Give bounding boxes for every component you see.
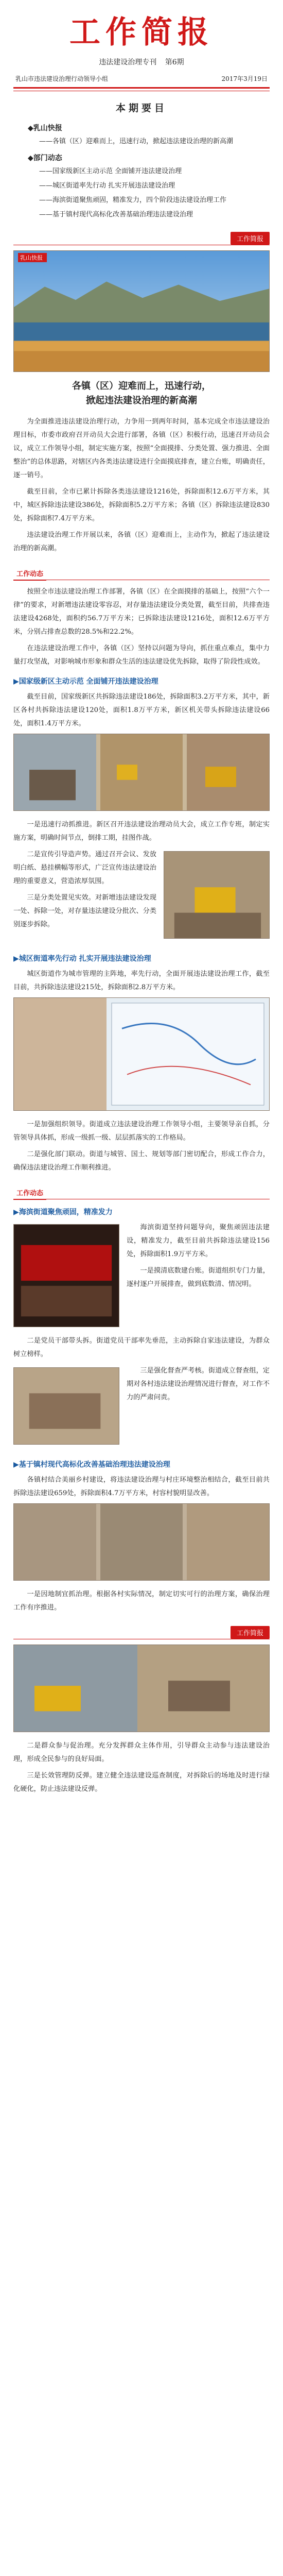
toc-item[interactable]: ——城区街道率先行动 扎实开展违法建设治理: [39, 182, 175, 190]
toc-item[interactable]: ——基于镇村现代高标化改善基础治理违法建设治理: [39, 211, 193, 218]
paragraph: 二是党员干部带头拆。街道党员干部率先垂范，主动拆除自家违法建设，为群众树立榜样。: [13, 1337, 270, 1358]
tab-work-news: 工作简报: [231, 232, 270, 245]
section-tab-work-news: [13, 232, 270, 245]
tab-work-news: 工作简报: [231, 1626, 270, 1639]
paragraph: 截至目前，全市已累计拆除各类违法建设1216处，拆除面积12.6万平方米，其中，城区拆除违法建设386处，拆除面积5.2万平方米；各镇（区）拆除违法建设830处，拆除面积7.4万平方米。: [13, 488, 270, 522]
article5-row-2: [13, 1364, 270, 1452]
headline-line-1: 各镇（区）迎难而上，迅速行动，: [72, 381, 211, 392]
photo-excavator: [164, 851, 270, 939]
article5-subhead: ▶海滨街道聚焦顽固，精准发力: [13, 1208, 113, 1216]
paragraph: 在违法建设治理工作中，各镇（区）坚持以问题为导向，抓住重点难点，集中力量打攻坚战，对影响城市形象和群众生活的违法建设优先拆除，取得了阶段性成效。: [13, 645, 270, 666]
paragraph: 各镇村结合美丽乡村建设，将违法建设治理与村庄环境整治相结合，截至目前共拆除违法建设659处，拆除面积4.7万平方米，村容村貌明显改善。: [13, 1476, 270, 1497]
paragraph: 按照全市违法建设治理工作部署，各镇（区）在全面摸排的基础上，按照“六个一律”的要求，对新增违法建设零容忍，对存量违法建设分类处置，截至目前，共排查违法建设4268处，面积约56.7万平方米；已拆除违法建设1216处，面积12.6万平方米，分别占排查总数的28.5%和22.2%。: [13, 588, 270, 636]
toc: [13, 123, 270, 221]
photo-demolished-house: [13, 1367, 119, 1445]
paragraph: 截至目前，国家级新区共拆除违法建设186处，拆除面积3.2万平方米，其中，新区各村共拆除违法建设120处，面积1.8万平方米，新区机关带头拆除违法建设66处，面积1.4万平方米。: [13, 693, 270, 727]
paragraph: 三是强化督查严考核。街道成立督查组，定期对各村违法建设治理情况进行督查，对工作不力的严肃问责。: [127, 1367, 270, 1401]
paragraph: 二是群众参与促治理。充分发挥群众主体作用，引导群众主动参与违法建设治理，形成全民参与的良好局面。: [13, 1742, 270, 1763]
paragraph: 一是迅速行动抓推进。新区召开违法建设治理动员大会，成立工作专班，制定实施方案，明确时间节点，倒排工期，挂图作战。: [13, 821, 270, 842]
photo-map-meeting: [13, 997, 270, 1111]
issue-line: [13, 57, 270, 67]
paragraph: 二是宣传引导造声势。通过召开会议、发放明白纸、悬挂横幅等形式，广泛宣传违法建设治理的重要意义，营造浓厚氛围。: [13, 851, 156, 885]
toc-item[interactable]: ——各镇（区）迎难而上，迅速行动，掀起违法建设治理的新高潮: [39, 138, 234, 145]
bulletin-title: 工作简报: [69, 14, 214, 50]
tab-work-trends: 工作动态: [13, 567, 46, 581]
photo-tab-label: 乳山快报: [20, 254, 43, 261]
toc-item[interactable]: ——国家级新区主动示范 全面铺开违法建设治理: [39, 167, 182, 175]
photo-landscape: [13, 250, 270, 372]
paragraph: 一是加强组织领导。街道成立违法建设治理工作领导小组，主要领导亲自抓，分管领导具体抓，形成一级抓一级、层层抓落实的工作格局。: [13, 1121, 270, 1142]
photo-village-row: [13, 1503, 270, 1581]
article4-subhead: ▶城区街道率先行动 扎实开展违法建设治理: [13, 955, 151, 963]
article6-subhead: ▶基于镇村现代高标化改善基础治理违法建设治理: [13, 1461, 170, 1469]
paragraph: 一是因地制宜抓治理。根据各村实际情况，制定切实可行的治理方案，确保治理工作有序推进。: [13, 1590, 270, 1612]
article5-row: [13, 1221, 270, 1334]
section-tab-work-news-2: [13, 1626, 270, 1639]
article3-row: [13, 848, 270, 946]
photo-demolition-row: [13, 734, 270, 811]
section-tab-work-trends: [13, 567, 270, 580]
paragraph: 一是摸清底数建台账。街道组织专门力量，逐村逐户开展排查，做到底数清、情况明。: [127, 1267, 270, 1288]
publisher-org: 乳山市违法建设治理行动领导小组: [15, 75, 109, 82]
toc-title: 本期要目: [115, 103, 167, 114]
headline-line-2: 掀起违法建设治理的新高潮: [86, 395, 197, 406]
photo-site-row: [13, 1645, 270, 1732]
toc-item[interactable]: ——海滨街道聚焦顽固，精准发力，四个阶段违法建设治理工作: [39, 196, 227, 204]
issue-number: 第6期: [165, 58, 184, 66]
section-tab-work-trends-2: [13, 1186, 270, 1199]
header-rule: [13, 87, 270, 89]
publish-date: 2017年3月19日: [221, 75, 268, 82]
paragraph: 城区街道作为城市管理的主阵地，率先行动，全面开展违法建设治理工作，截至目前，共拆除违法建设215处，拆除面积2.8万平方米。: [13, 970, 270, 991]
tab-work-trends: 工作动态: [13, 1186, 46, 1200]
paragraph: 三是分类处置见实效。对新增违法建设发现一处、拆除一处，对存量违法建设分批次、分类别逐步拆除。: [13, 894, 156, 928]
publisher-row: [13, 74, 270, 86]
issue-name: 违法建设治理专刊: [99, 58, 157, 66]
paragraph: 二是强化部门联动。街道与城管、国土、规划等部门密切配合，形成工作合力，确保违法建设治理工作顺利推进。: [13, 1150, 270, 1172]
paragraph: 三是长效管理防反弹。建立健全违法建设巡查制度，对拆除后的场地及时进行绿化硬化，防止违法建设反弹。: [13, 1772, 270, 1793]
article3-subhead: ▶国家级新区主动示范 全面铺开违法建设治理: [13, 677, 158, 686]
paragraph: 为全面推进违法建设治理行动，力争用一到两年时间，基本完成全市违法建设治理目标，市委市政府召开动员大会进行部署，各镇（区）积极行动，迅速召开动员会议，成立工作领导小组，制定实施方案，按照“全面摸排、分类处置、强力推进、全面整治”的总体思路，对辖区内各类违法建设进行全面摸底排查，建立台账，明确责任，逐一销号。: [13, 418, 270, 479]
paragraph: 违法建设治理工作开展以来，各镇（区）迎难而上，主动作为，掀起了违法建设治理的新高潮。: [13, 531, 270, 552]
toc-section-label: ◆部门动态: [28, 154, 62, 162]
paragraph: 海滨街道坚持问题导向，聚焦顽固违法建设，精准发力，截至目前共拆除违法建设156处，拆除面积1.9万平方米。: [127, 1224, 270, 1258]
photo-led-sign: [13, 1224, 119, 1327]
masthead: [13, 0, 270, 53]
article1-headline: [13, 379, 270, 408]
toc-section-label: ◆乳山快报: [28, 124, 62, 132]
